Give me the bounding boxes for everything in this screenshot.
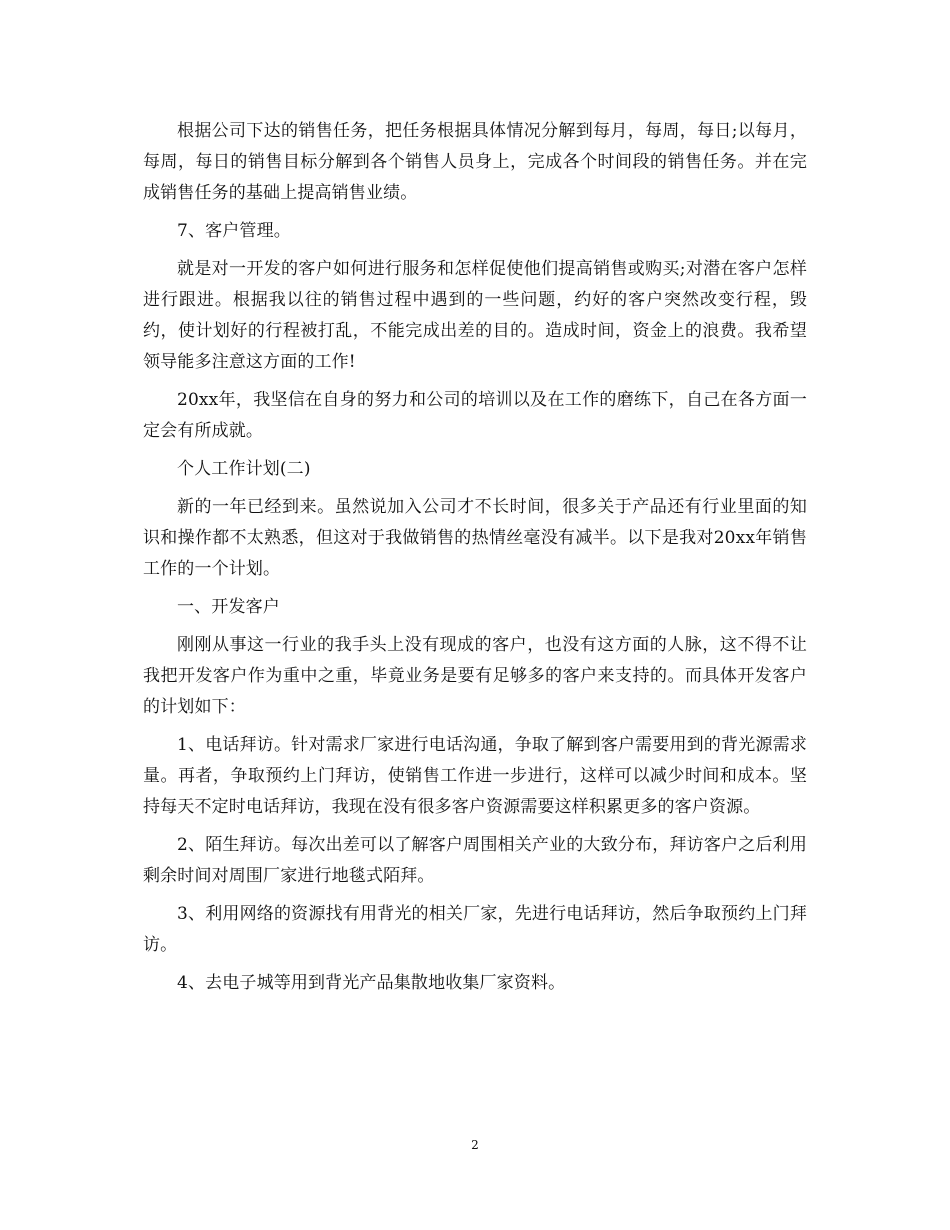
paragraph-new-year: 新的一年已经到来。虽然说加入公司才不长时间，很多关于产品还有行业里面的知识和操作都不太熟悉，但这对于我做销售的热情丝毫没有减半。以下是我对20xx年销售工作的一个计划。 — [143, 497, 807, 579]
page-number: 2 — [471, 1138, 479, 1152]
document-body — [143, 116, 807, 1006]
paragraph-self-confidence: 20xx年，我坚信在自身的努力和公司的培训以及在工作的磨练下，自己在各方面一定会有所成就。 — [143, 390, 807, 441]
heading-customer-management: 7、客户管理。 — [177, 221, 291, 241]
paragraph-develop-plan-intro: 刚刚从事这一行业的我手头上没有现成的客户，也没有这方面的人脉，这不得不让我把开发客户作为重中之重，毕竟业务是要有足够多的客户来支持的。而具体开发客户的计划如下： — [143, 635, 807, 717]
paragraph-customer-service: 就是对一开发的客户如何进行服务和怎样促使他们提高销售或购买;对潜在客户怎样进行跟进。根据我以往的销售过程中遇到的一些问题，约好的客户突然改变行程，毁约，使计划好的行程被打乱，不能完成出差的目的。造成时间，资金上的浪费。我希望领导能多注意这方面的工作! — [143, 259, 807, 372]
heading-personal-plan-two: 个人工作计划(二) — [177, 459, 311, 479]
paragraph-network-resources: 3、利用网络的资源找有用背光的相关厂家，先进行电话拜访，然后争取预约上门拜访。 — [143, 904, 807, 955]
paragraph-electronics-market: 4、去电子城等用到背光产品集散地收集厂家资料。 — [177, 973, 566, 993]
paragraph-cold-visits: 2、陌生拜访。每次出差可以了解客户周围相关产业的大致分布，拜访客户之后利用剩余时间对周围厂家进行地毯式陌拜。 — [143, 835, 807, 886]
heading-develop-customers: 一、开发客户 — [177, 597, 280, 617]
paragraph-sales-task-breakdown: 根据公司下达的销售任务，把任务根据具体情况分解到每月，每周，每日;以每月，每周，每日的销售目标分解到各个销售人员身上，完成各个时间段的销售任务。并在完成销售任务的基础上提高销售业绩。 — [143, 121, 807, 203]
paragraph-phone-visits: 1、电话拜访。针对需求厂家进行电话沟通，争取了解到客户需要用到的背光源需求量。再者，争取预约上门拜访，使销售工作进一步进行，这样可以减少时间和成本。坚持每天不定时电话拜访，我现在没有很多客户资源需要这样积累更多的客户资源。 — [143, 735, 807, 817]
